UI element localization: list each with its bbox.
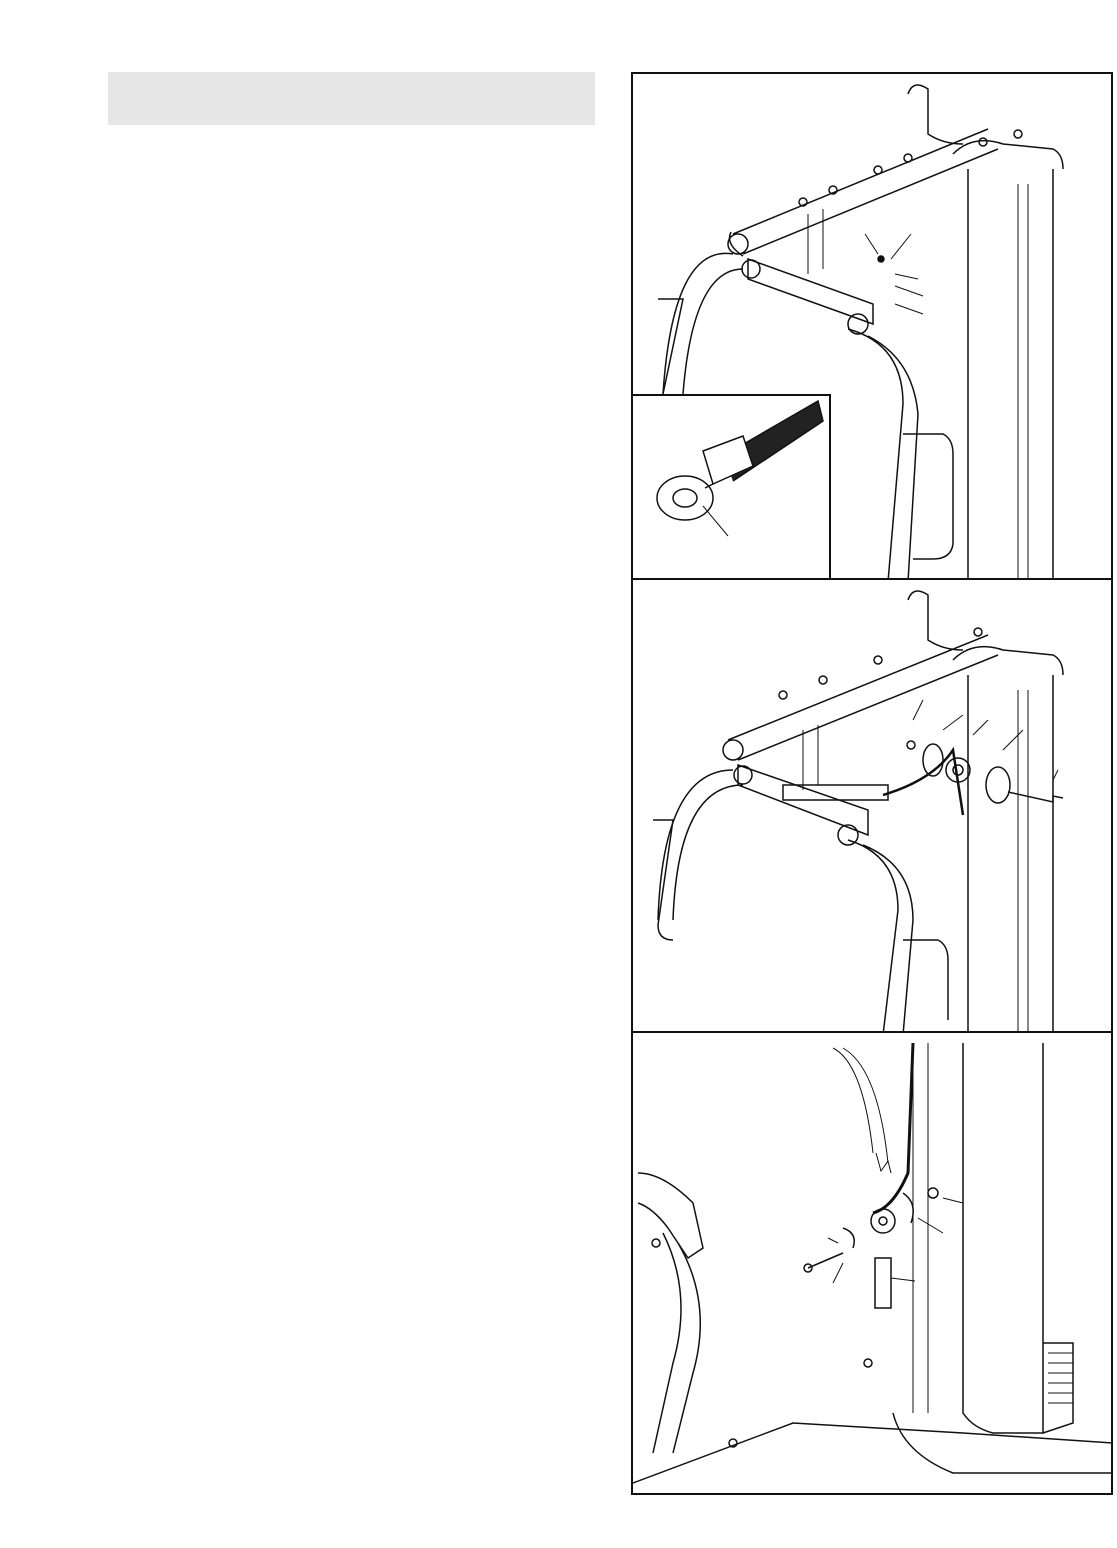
frame-drawing-middle (633, 580, 1113, 1033)
frame-drawing-bottom (633, 1033, 1113, 1495)
assembly-figure-bottom (631, 1031, 1113, 1495)
assembly-figure-top (631, 72, 1113, 580)
assembly-figure-middle (631, 578, 1113, 1033)
instruction-header-bar (108, 72, 595, 125)
cable-eyelet-drawing (633, 396, 829, 580)
cable-end-inset (633, 394, 831, 580)
